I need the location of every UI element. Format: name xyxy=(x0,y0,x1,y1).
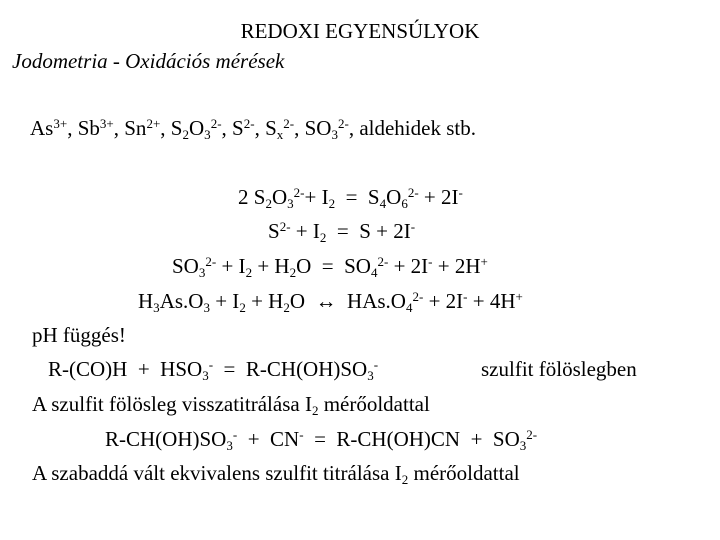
subscript: 2 xyxy=(289,264,297,280)
text-segment: O xyxy=(189,116,205,140)
superscript: 2- xyxy=(526,426,538,442)
back-titration-line xyxy=(32,391,430,417)
arsenite-equation xyxy=(138,288,523,314)
subscript: 2 xyxy=(245,264,253,280)
ion-list-line xyxy=(30,115,476,141)
text-segment: + H xyxy=(252,254,290,278)
subscript: 3 xyxy=(203,299,210,315)
text-segment: H xyxy=(138,289,154,313)
superscript: 2- xyxy=(283,115,295,131)
text-segment: + CN xyxy=(237,427,300,451)
superscript: 2- xyxy=(407,184,419,200)
superscript: 2- xyxy=(412,288,424,304)
superscript: - xyxy=(428,253,433,269)
superscript: - xyxy=(410,218,416,234)
text-segment: As.O xyxy=(159,289,204,313)
subscript: 2 xyxy=(401,471,409,487)
text-segment: szulfit fölöslegben xyxy=(481,357,637,381)
subscript: 3 xyxy=(153,299,160,315)
released-sulfite-titration-line xyxy=(32,460,520,486)
superscript: 2- xyxy=(377,253,389,269)
text-segment: O xyxy=(271,185,288,209)
sulfite-excess-note xyxy=(481,356,637,382)
text-segment: , Sb xyxy=(67,116,100,140)
text-segment: O = SO xyxy=(296,254,371,278)
superscript: - xyxy=(299,426,304,442)
text-segment: mérőoldattal xyxy=(408,461,520,485)
text-segment: As xyxy=(30,116,54,140)
text-segment: 2 S xyxy=(238,185,266,209)
text-segment: , S xyxy=(221,116,244,140)
text-segment: + 2I xyxy=(388,254,429,278)
text-segment: + H xyxy=(245,289,284,313)
subscript: 3 xyxy=(519,437,527,453)
text-segment: O xyxy=(386,185,402,209)
cyanide-equation xyxy=(105,426,537,452)
text-segment: + I xyxy=(216,254,246,278)
subscript: 3 xyxy=(204,126,211,142)
text-segment: R-CH(OH)SO xyxy=(105,427,227,451)
superscript: 3+ xyxy=(99,115,114,131)
subscript: 6 xyxy=(401,195,408,211)
superscript: 2- xyxy=(293,184,305,200)
text-segment: pH függés! xyxy=(32,323,126,347)
text-segment: = S + 2I xyxy=(326,219,411,243)
superscript: + xyxy=(480,253,488,269)
sulfide-equation xyxy=(268,218,415,244)
subscript: 3 xyxy=(202,367,209,383)
subscript: 3 xyxy=(331,126,338,142)
superscript: - xyxy=(208,356,214,372)
subscript: 3 xyxy=(287,195,294,211)
subscript: 2 xyxy=(328,195,336,211)
subscript: 4 xyxy=(405,299,413,315)
thiosulfate-equation xyxy=(238,184,463,210)
superscript: - xyxy=(458,184,463,200)
subscript: 2 xyxy=(319,229,327,245)
subscript: 3 xyxy=(226,437,233,453)
text-segment: + 4H xyxy=(467,289,516,313)
subscript: 3 xyxy=(367,367,374,383)
superscript: - xyxy=(373,356,379,372)
subscript: 3 xyxy=(198,264,206,280)
page-title: REDOXI EGYENSÚLYOK xyxy=(240,19,480,43)
superscript: - xyxy=(232,426,238,442)
superscript: - xyxy=(463,288,468,304)
text-segment: + 2I xyxy=(418,185,459,209)
aldehyde-bisulfite-equation xyxy=(48,356,378,382)
text-segment: + I xyxy=(304,185,329,209)
text-segment: = R-CH(OH)SO xyxy=(213,357,368,381)
text-segment: SO xyxy=(172,254,199,278)
text-segment: , aldehidek stb. xyxy=(348,116,476,140)
text-segment: = R-CH(OH)CN + SO xyxy=(303,427,520,451)
text-segment: , Sn xyxy=(113,116,147,140)
subscript: 2 xyxy=(283,299,290,315)
subscript: x xyxy=(276,126,284,142)
text-segment: , S xyxy=(160,116,183,140)
text-segment: A szabaddá vált ekvivalens szulfit titrálása I xyxy=(32,461,402,485)
text-segment: mérőoldattal xyxy=(318,392,430,416)
subscript: 4 xyxy=(370,264,378,280)
text-segment: + 2H xyxy=(432,254,481,278)
subscript: 2 xyxy=(182,126,189,142)
ph-dependence-label xyxy=(32,322,126,348)
text-segment: O ↔ HAs.O xyxy=(289,289,406,313)
text-segment: , SO xyxy=(294,116,332,140)
text-segment: A szulfit fölösleg visszatitrálása I xyxy=(32,392,312,416)
superscript: 2- xyxy=(243,115,255,131)
subscript: 2 xyxy=(265,195,272,211)
superscript: 3+ xyxy=(53,115,68,131)
sulfite-equation xyxy=(172,253,488,279)
subscript: 2 xyxy=(311,402,319,418)
superscript: 2- xyxy=(279,218,291,234)
text-segment: = S xyxy=(335,185,380,209)
text-segment: + I xyxy=(290,219,320,243)
superscript: 2- xyxy=(337,115,349,131)
text-segment: S xyxy=(268,219,280,243)
superscript: 2+ xyxy=(146,115,161,131)
subscript: 4 xyxy=(379,195,387,211)
subscript: 2 xyxy=(239,299,246,315)
superscript: 2- xyxy=(210,115,222,131)
superscript: 2- xyxy=(205,253,217,269)
page-subtitle: Jodometria - Oxidációs mérések xyxy=(12,49,285,73)
superscript: + xyxy=(515,288,523,304)
text-segment: + 2I xyxy=(423,289,464,313)
text-segment: + I xyxy=(209,289,240,313)
text-segment: , S xyxy=(254,116,277,140)
text-segment: R-(CO)H + HSO xyxy=(48,357,203,381)
